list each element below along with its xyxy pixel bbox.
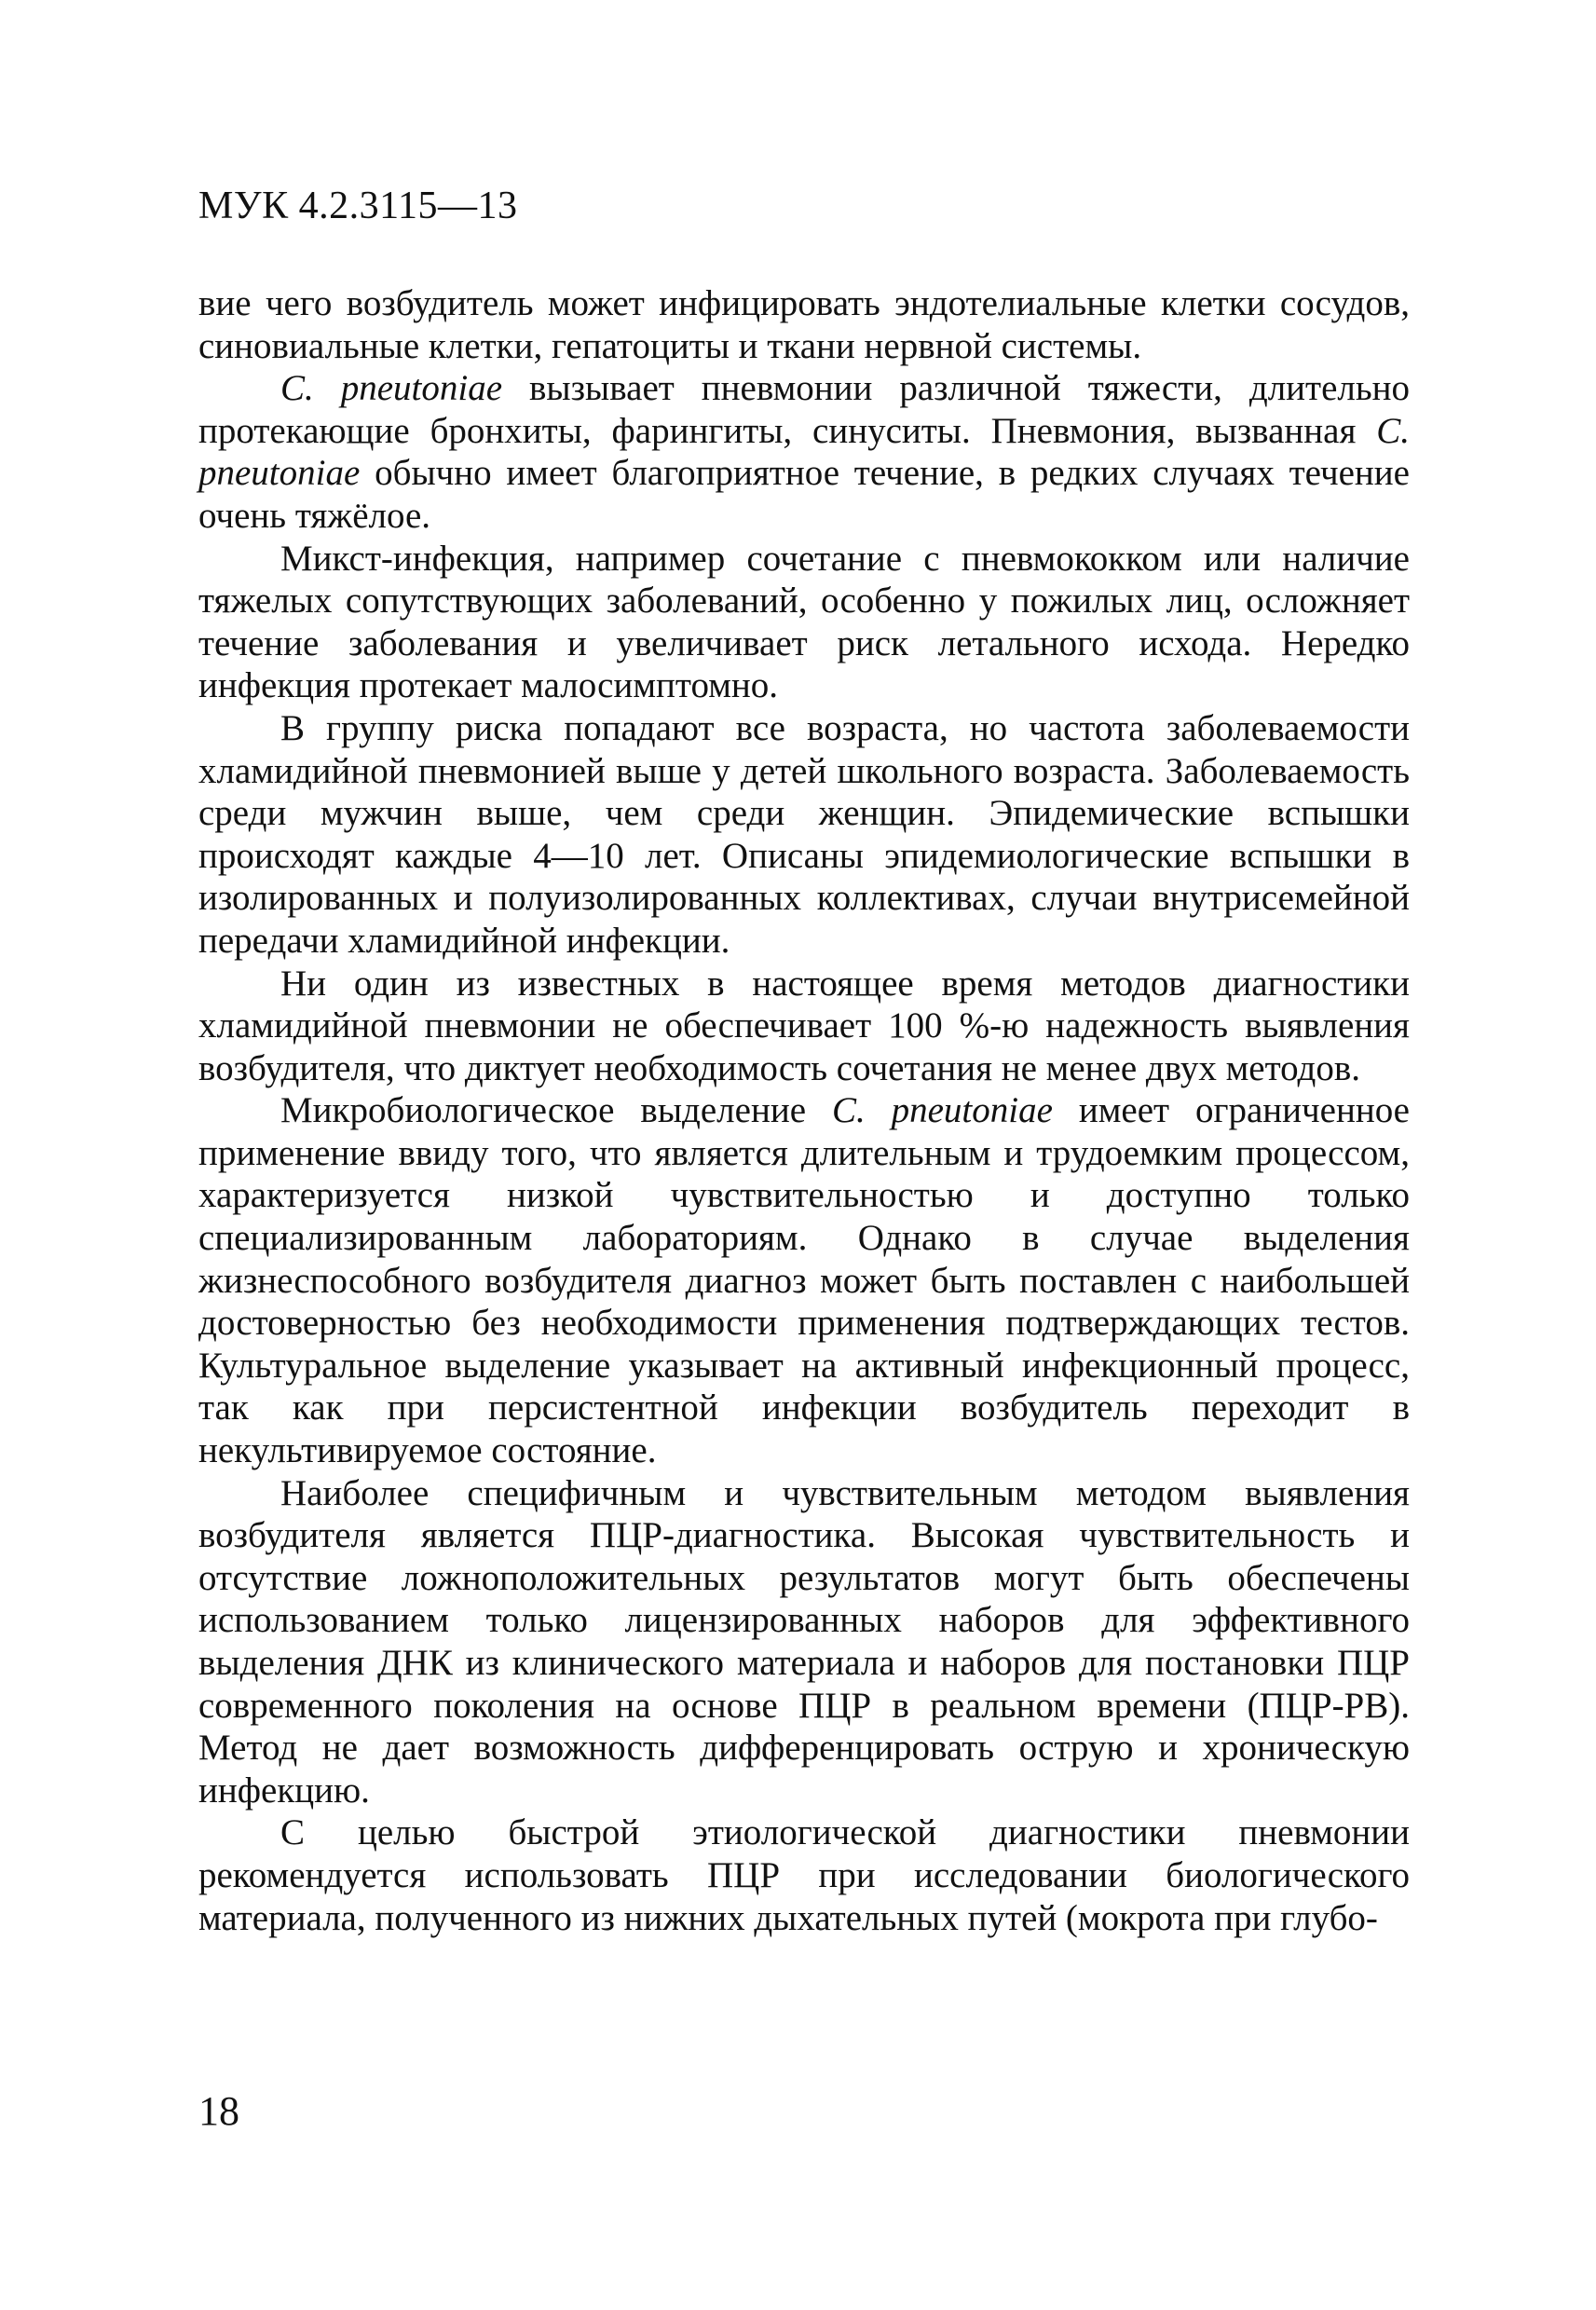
text-run: обычно имеет благоприятное течение, в редких случаях течение очень тяжёлое. <box>198 453 1410 536</box>
text-run: вызывает пневмонии различной тяжести, длительно протекающие бронхиты, фарингиты, синуситы. Пневмония, вызванная <box>198 368 1410 451</box>
text-run: С целью быстрой этиологической диагностики пневмонии рекомендуется использовать ПЦР при исследовании биологического материала, полученного из нижних дыхательных путей (мокрота при глубо- <box>198 1812 1410 1938</box>
text-run: Наиболее специфичным и чувствительным методом выявления возбудителя является ПЦР-диагностика. Высокая чувствительность и отсутствие ложноположительных результатов могут быть обеспечены использованием только лицензированных наборов для эффективного выделения ДНК из клинического материала и наборов для постановки ПЦР современного поколения на основе ПЦР в реальном времени (ПЦР-РВ). Метод не дает возможность дифференцировать острую и хроническую инфекцию. <box>198 1472 1410 1811</box>
paragraph <box>198 282 1410 367</box>
text-run: Ни один из известных в настоящее время методов диагностики хламидийной пневмонии не обеспечивает 100 %-ю надежность выявления возбудителя, что диктует необходимость сочетания не менее двух методов. <box>198 963 1410 1088</box>
text-run: вие чего возбудитель может инфицировать эндотелиальные клетки сосудов, синовиальные клетки, гепатоциты и ткани нервной системы. <box>198 283 1410 366</box>
paragraph <box>198 963 1410 1090</box>
paragraph <box>198 1089 1410 1471</box>
text-run: В группу риска попадают все возраста, но частота заболеваемости хламидийной пневмонией выше у детей школьного возраста. Заболеваемость среди мужчин выше, чем среди женщин. Эпидемические вспышки происходят каждые 4—10 лет. Описаны эпидемиологические вспышки в изолированных и полуизолированных коллективах, случаи внутрисемейной передачи хламидийной инфекции. <box>198 707 1410 961</box>
body-text <box>198 282 1410 1939</box>
italic-species-name: C. pneutoniae <box>831 1090 1053 1131</box>
running-header: МУК 4.2.3115—13 <box>198 185 518 227</box>
paragraph <box>198 1811 1410 1939</box>
paragraph <box>198 367 1410 537</box>
italic-species-name: C. pneutoniae <box>198 410 1410 494</box>
text-run: Микробиологическое выделение <box>280 1090 832 1131</box>
paragraph <box>198 707 1410 963</box>
paragraph <box>198 538 1410 707</box>
italic-species-name: C. pneutoniae <box>280 368 503 409</box>
text-run: Микст-инфекция, например сочетание с пневмококком или наличие тяжелых сопутствующих заболеваний, особенно у пожилых лиц, осложняет течение заболевания и увеличивает риск летального исхода. Нередко инфекция протекает малосимптомно. <box>198 538 1410 706</box>
text-run: имеет ограниченное применение ввиду того, что является длительным и трудоемким процессом, характеризуется низкой чувствительностью и доступно только специализированным лабораториям. Однако в случае выделения жизнеспособного возбудителя диагноз может быть поставлен с наибольшей достоверностью без необходимости применения подтверждающих тестов. Культуральное выделение указывает на активный инфекционный процесс, так как при персистентной инфекции возбудитель переходит в некультивируемое состояние. <box>198 1090 1410 1471</box>
page-number: 18 <box>198 2088 239 2134</box>
paragraph <box>198 1472 1410 1812</box>
